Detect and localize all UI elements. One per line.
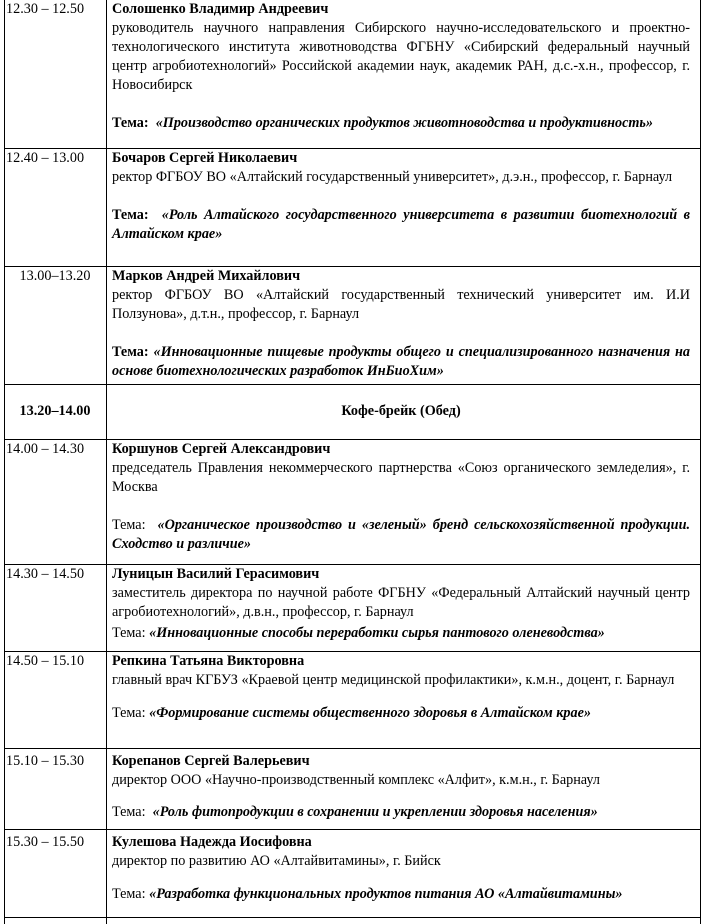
speaker-description: заместитель директора по научной работе ФГБНУ «Федеральный Алтайский научный центр агробиотехнологий», д.в.н., профессор, г. Барнаул	[112, 585, 690, 620]
speaker-name: Корепанов Сергей Валерьевич	[112, 753, 310, 769]
talk-topic	[112, 704, 690, 723]
topic-title: «Органическое производство и «зеленый» бренд сельскохозяйственной продукции. Сходство и различие»	[112, 517, 691, 552]
row-divider	[4, 384, 701, 385]
speaker-name: Репкина Татьяна Викторовна	[112, 653, 305, 669]
topic-title: «Роль фитопродукции в сохранении и укреплении здоровья населения»	[152, 804, 598, 820]
table-row	[112, 752, 690, 822]
table-row	[112, 267, 690, 381]
speaker-description: председатель Правления некоммерческого партнерства «Союз органического земледелия», г. Москва	[112, 460, 690, 495]
speaker-description: руководитель научного направления Сибирского научно-исследовательского и проектно-технологического института животноводства ФГБНУ «Сибирский федеральный научный центр агробиотехнологий» Российской академии наук, академик РАН, д.с.-х.н., профессор, г. Новосибирск	[112, 20, 690, 93]
topic-label: Тема:	[112, 804, 146, 820]
table-row	[112, 652, 690, 723]
speaker-description: главный врач КГБУЗ «Краевой центр медицинской профилактики», к.м.н., доцент, г. Барнаул	[112, 672, 675, 688]
talk-topic	[112, 624, 690, 643]
table-row	[112, 565, 690, 643]
topic-label: Тема:	[112, 207, 149, 223]
table-row	[112, 149, 690, 244]
row-divider	[4, 748, 701, 749]
speaker-name: Коршунов Сергей Александрович	[112, 441, 331, 457]
topic-label: Тема:	[112, 625, 146, 641]
talk-topic	[112, 114, 690, 133]
break-label: Кофе-брейк (Обед)	[341, 403, 461, 419]
row-divider	[4, 917, 701, 918]
speaker-name: Луницын Василий Герасимович	[112, 566, 320, 582]
row-time: 12.40 – 13.00	[6, 150, 85, 166]
talk-topic	[112, 803, 690, 822]
topic-title: «Производство органических продуктов животноводства и продуктивность»	[155, 115, 653, 131]
table-border-left	[4, 0, 5, 924]
topic-title: «Инновационные пищевые продукты общего и специализированного назначения на основе биотехнологических разработок ИнБиоХим»	[112, 344, 691, 379]
topic-label: Тема:	[112, 705, 146, 721]
row-divider	[4, 829, 701, 830]
table-row	[112, 440, 690, 554]
topic-title: «Формирование системы общественного здоровья в Алтайском крае»	[149, 705, 592, 721]
speaker-name: Бочаров Сергей Николаевич	[112, 150, 298, 166]
row-time: 12.30 – 12.50	[6, 1, 85, 17]
row-time: 14.30 – 14.50	[6, 566, 85, 582]
row-time: 14.00 – 14.30	[6, 441, 85, 457]
column-divider	[106, 0, 107, 924]
talk-topic	[112, 885, 690, 904]
speaker-description: директор по развитию АО «Алтайвитамины», г. Бийск	[112, 853, 441, 869]
topic-title: «Роль Алтайского государственного университета в развитии биотехнологий в Алтайском крае»	[112, 207, 690, 242]
talk-topic	[112, 516, 690, 554]
topic-label: Тема:	[112, 517, 146, 533]
table-row	[112, 833, 690, 904]
speaker-name: Кулешова Надежда Иосифовна	[112, 834, 312, 850]
speaker-name: Марков Андрей Михайлович	[112, 268, 301, 284]
break-time: 13.20–14.00	[19, 403, 91, 419]
talk-topic	[112, 343, 690, 381]
topic-label: Тема:	[112, 344, 149, 360]
speaker-description: директор ООО «Научно-производственный комплекс «Алфит», к.м.н., г. Барнаул	[112, 772, 600, 788]
talk-topic	[112, 206, 690, 244]
row-time: 15.30 – 15.50	[6, 834, 85, 850]
topic-label: Тема:	[112, 115, 149, 131]
topic-label: Тема:	[112, 886, 146, 902]
speaker-description: ректор ФГБОУ ВО «Алтайский государственный технический университет им. И.И Ползунова», д.т.н., профессор, г. Барнаул	[112, 287, 690, 322]
table-row	[112, 0, 690, 133]
topic-title: «Инновационные способы переработки сырья пантового оленеводства»	[149, 625, 605, 641]
row-time: 14.50 – 15.10	[6, 653, 85, 669]
row-time: 13.00–13.20	[19, 268, 91, 284]
speaker-description: ректор ФГБОУ ВО «Алтайский государственный университет», д.э.н., профессор, г. Барнаул	[112, 169, 673, 185]
row-time: 15.10 – 15.30	[6, 753, 85, 769]
speaker-name: Солошенко Владимир Андреевич	[112, 1, 329, 17]
topic-title: «Разработка функциональных продуктов питания АО «Алтайвитамины»	[149, 886, 623, 902]
